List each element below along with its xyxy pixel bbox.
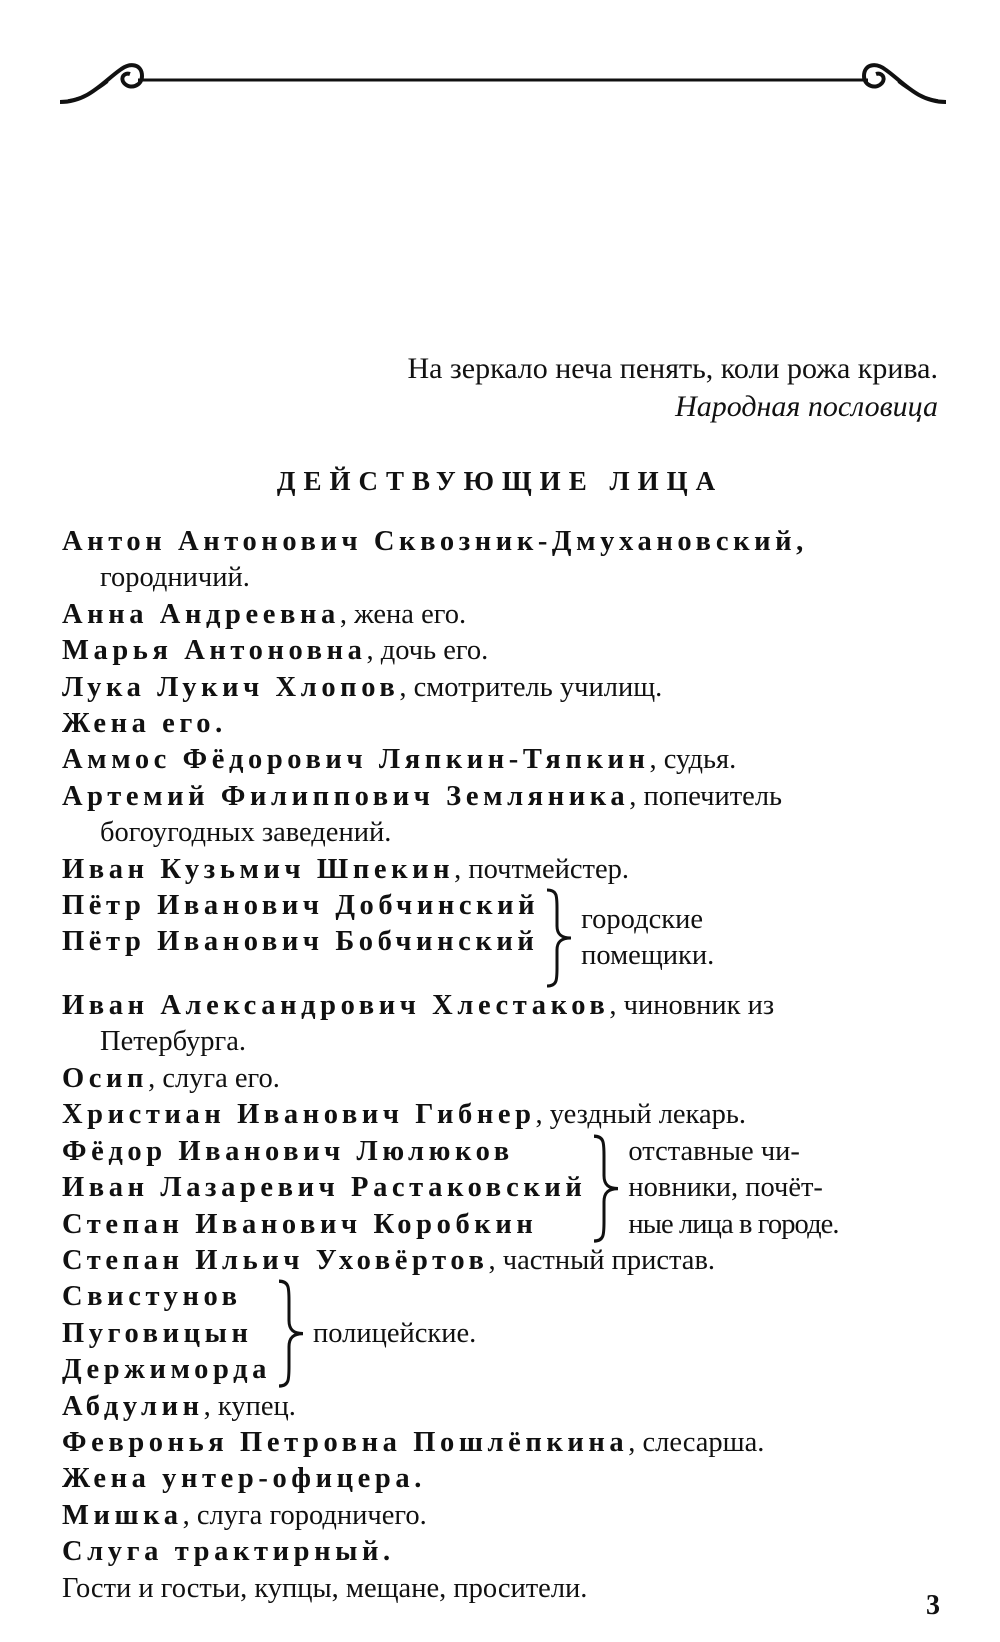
epigraph-source: Народная пословица bbox=[675, 390, 938, 423]
cast-entry-khlopov bbox=[62, 670, 942, 706]
cast-entry-lyapkin bbox=[62, 742, 942, 778]
character-name: Анна Андреевна bbox=[62, 598, 340, 630]
cast-entry-gibner bbox=[62, 1097, 942, 1133]
character-role: богоугодных заведений. bbox=[100, 817, 392, 849]
epigraph-text: На зеркало неча пенять, коли рожа крива. bbox=[407, 352, 938, 385]
character-name: Осип bbox=[62, 1062, 149, 1094]
character-name: Артемий Филиппович Земляника bbox=[62, 780, 630, 812]
character-name: Антон Антонович Сквозник-Дмухановский, bbox=[62, 526, 808, 557]
cast-entry-skvoznik-role bbox=[62, 560, 942, 596]
cast-group-retired-officials bbox=[62, 1134, 942, 1243]
character-role: , слесарша. bbox=[628, 1426, 765, 1458]
character-role: , судья. bbox=[649, 744, 737, 776]
cast-entry-khlestakov bbox=[62, 988, 942, 1024]
character-role: , почтмейстер. bbox=[454, 853, 630, 885]
right-scroll-flourish bbox=[864, 65, 946, 102]
cast-entry-abdulin bbox=[62, 1389, 942, 1425]
character-role: , частный пристав. bbox=[488, 1244, 716, 1276]
character-name: Февронья Петровна Пошлёпкина bbox=[62, 1426, 629, 1458]
character-role: , уездный лекарь. bbox=[535, 1099, 746, 1131]
group-role: полицейские. bbox=[312, 1317, 477, 1349]
character-role: , жена его. bbox=[339, 598, 467, 630]
character-role: , слуга его. bbox=[148, 1062, 280, 1094]
page-number: 3 bbox=[926, 1590, 940, 1621]
character-name: Жена унтер-офицера. bbox=[62, 1463, 426, 1495]
cast-entry-tavern-servant bbox=[62, 1534, 942, 1570]
ornament-rule bbox=[58, 52, 948, 122]
character-role: , попечитель bbox=[629, 780, 783, 812]
character-role: , дочь его. bbox=[366, 635, 489, 667]
cast-group-police bbox=[62, 1279, 942, 1388]
character-name: Иван Александрович Хлестаков bbox=[62, 990, 610, 1022]
cast-entry-shpekin bbox=[62, 852, 942, 888]
character-role: , купец. bbox=[203, 1390, 296, 1422]
group-role: отставные чи- bbox=[628, 1135, 800, 1167]
group-role: городские bbox=[581, 903, 703, 935]
left-scroll-flourish bbox=[60, 65, 142, 102]
cast-entry-anna bbox=[62, 597, 942, 633]
group-role: помещики. bbox=[581, 940, 715, 972]
group-role: ные лица в городе. bbox=[628, 1208, 839, 1240]
cast-heading: ДЕЙСТВУЮЩИЕ ЛИЦА bbox=[276, 466, 724, 496]
cast-entry-skvoznik bbox=[62, 524, 942, 560]
cast-entry-khlopov-wife bbox=[62, 706, 942, 742]
cast-entry-zemlyanika bbox=[62, 779, 942, 815]
right-brace-icon bbox=[588, 1134, 624, 1243]
cast-entry-khlestakov-role bbox=[62, 1024, 942, 1060]
character-name: Лука Лукич Хлопов bbox=[62, 671, 400, 703]
character-role: Петербурга. bbox=[100, 1026, 246, 1058]
cast-entry-guests: Гости и гостьи, купцы, мещане, просители. bbox=[62, 1572, 588, 1604]
character-role: , слуга городничего. bbox=[182, 1499, 427, 1531]
cast-entry-osip bbox=[62, 1061, 942, 1097]
character-name: Жена его. bbox=[62, 708, 227, 740]
character-name: Держиморда bbox=[62, 1354, 271, 1386]
cast-entry-nco-wife bbox=[62, 1461, 942, 1497]
character-name: Марья Антоновна bbox=[62, 635, 367, 667]
cast-entry-poshlepkina bbox=[62, 1425, 942, 1461]
character-name: Иван Кузьмич Шпекин bbox=[62, 853, 455, 885]
cast-entry-zemlyanika-role bbox=[62, 815, 942, 851]
character-name: Степан Иванович Коробкин bbox=[62, 1208, 538, 1240]
cast-entry-ukhovertov bbox=[62, 1243, 942, 1279]
character-name: Иван Лазаревич Растаковский bbox=[62, 1172, 587, 1204]
cast-entry-marya bbox=[62, 633, 942, 669]
character-name: Степан Ильич Уховёртов bbox=[62, 1244, 489, 1276]
character-role: , смотритель училищ. bbox=[399, 671, 663, 703]
cast-group-landowners bbox=[62, 888, 942, 988]
epigraph bbox=[407, 350, 938, 426]
character-name: Фёдор Иванович Люлюков bbox=[62, 1135, 514, 1167]
character-name: Абдулин bbox=[62, 1390, 204, 1422]
character-name: Пётр Иванович Добчинский bbox=[62, 890, 540, 922]
character-name: Мишка bbox=[62, 1499, 183, 1531]
character-name: Свистунов bbox=[62, 1281, 242, 1313]
character-name: Пуговицын bbox=[62, 1317, 253, 1349]
right-brace-icon bbox=[273, 1279, 309, 1388]
right-brace-icon bbox=[541, 888, 577, 988]
character-role: городничий. bbox=[100, 562, 250, 594]
character-name: Аммос Фёдорович Ляпкин-Тяпкин bbox=[62, 744, 650, 776]
cast-list bbox=[62, 524, 942, 1607]
group-role: новники, почёт- bbox=[628, 1172, 823, 1204]
character-name: Христиан Иванович Гибнер bbox=[62, 1099, 536, 1131]
character-role: , чиновник из bbox=[609, 990, 775, 1022]
character-name: Слуга трактирный. bbox=[62, 1536, 395, 1568]
cast-entry-mishka bbox=[62, 1498, 942, 1534]
character-name: Пётр Иванович Бобчинский bbox=[62, 926, 539, 958]
